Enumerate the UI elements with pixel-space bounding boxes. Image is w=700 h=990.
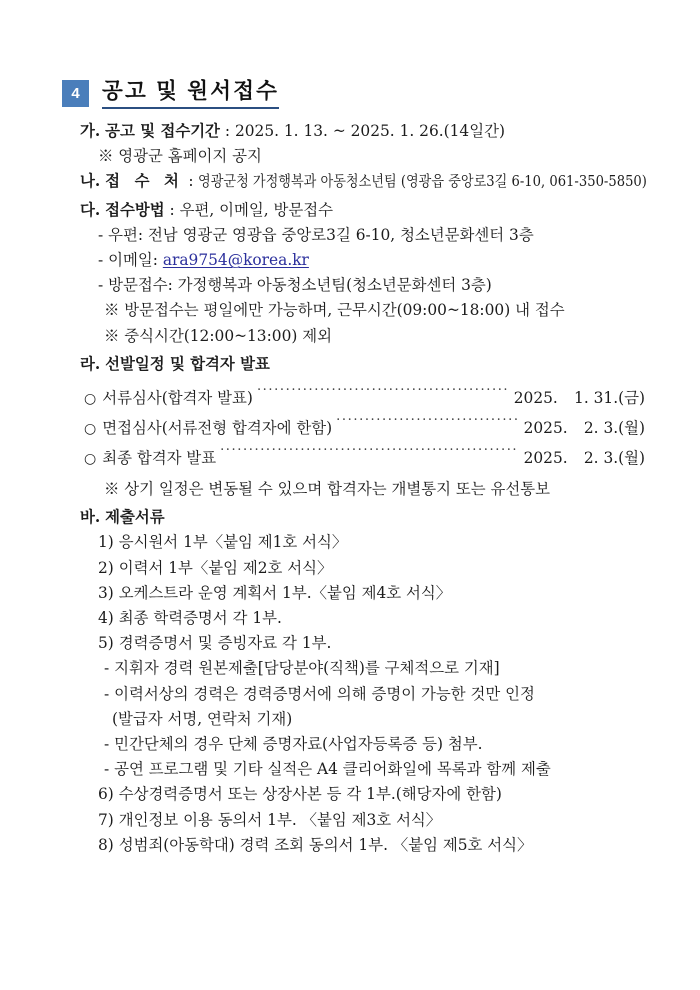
schedule-day: 3.(월) <box>603 449 645 468</box>
list-item-text: 응시원서 1부〈붙임 제1호 서식〉 <box>118 533 348 552</box>
item-da-marker: 다. <box>80 200 101 219</box>
schedule-row-label: 최종 합격자 발표 <box>102 449 217 468</box>
item-ga-label: 공고 및 접수기간 <box>105 122 220 140</box>
schedule-row <box>84 444 645 474</box>
item-da-value: 우편, 이메일, 방문접수 <box>179 200 334 219</box>
item-na-value: 영광군청 가정행복과 아동청소년팀 (영광읍 중앙로3길 6-10, 061-350-5850) <box>198 173 648 191</box>
schedule-row-date <box>524 444 645 473</box>
list-item-number: 5) <box>98 634 114 653</box>
schedule-row-label: 서류심사(합격자 발표) <box>102 389 253 408</box>
bullet-circle-icon: ○ <box>84 421 97 438</box>
sub-list-item <box>104 757 645 782</box>
schedule-month: 1. <box>574 389 589 408</box>
schedule-row <box>84 384 645 414</box>
dot-leader <box>336 418 516 433</box>
schedule-row <box>84 414 645 444</box>
schedule-year: 2025. <box>523 419 568 438</box>
sub-list-item-continuation: (발급자 서명, 연락처 기재) <box>112 709 293 728</box>
list-item-text: 오케스트라 운영 계획서 1부.〈붙임 제4호 서식〉 <box>118 583 452 602</box>
list-item <box>98 808 645 833</box>
dash-marker: - <box>104 760 110 779</box>
item-ga-marker: 가. <box>80 122 101 140</box>
list-item-text: 개인정보 이용 동의서 1부. 〈붙임 제3호 서식〉 <box>118 810 442 829</box>
schedule-year: 2025. <box>513 389 558 408</box>
list-item-number: 4) <box>98 609 114 628</box>
item-ra-label: 선발일정 및 합격자 발표 <box>105 354 270 373</box>
item-na-label: 접 수 처 <box>105 172 184 191</box>
list-item-text: 경력증명서 및 증빙자료 각 1부. <box>118 634 332 653</box>
sub-list-item-text: 공연 프로그램 및 기타 실적은 A4 클리어화일에 목록과 함께 제출 <box>114 760 551 779</box>
dash-marker: - <box>98 225 104 244</box>
list-item <box>98 530 645 555</box>
item-da-sub-visit-prefix: 방문접수: <box>108 276 173 295</box>
schedule-day: 3.(월) <box>603 419 645 438</box>
item-ba-label: 제출서류 <box>105 508 165 527</box>
item-na-separator: : <box>188 172 194 191</box>
list-item <box>98 581 645 606</box>
section-number-badge: 4 <box>62 80 89 107</box>
item-da-label: 접수방법 <box>105 200 165 219</box>
item-da-sub-visit-text: 가정행복과 아동청소년팀(청소년문화센터 3층) <box>177 276 492 295</box>
item-da-sub-email-prefix: 이메일: <box>108 251 158 270</box>
dash-marker: - <box>104 735 110 754</box>
section-title-underline <box>102 78 279 109</box>
bullet-circle-icon: ○ <box>84 391 97 408</box>
list-item-number: 1) <box>98 533 114 552</box>
dot-leader <box>220 448 516 463</box>
sub-list-item-text: 민간단체의 경우 단체 증명자료(사업자등록증 등) 첨부. <box>114 735 483 754</box>
list-item <box>98 556 645 581</box>
dash-marker: - <box>104 684 110 703</box>
item-da-sub-visit <box>98 273 645 298</box>
dash-marker: - <box>104 659 110 678</box>
item-da-sub-post-prefix: 우편: <box>108 225 144 244</box>
dash-marker: - <box>98 251 104 270</box>
page-title: 공고 및 원서접수 <box>102 79 280 103</box>
list-item <box>98 782 645 807</box>
list-item <box>98 631 645 656</box>
item-ra-note: ※ 상기 일정은 변동될 수 있으며 합격자는 개별통지 또는 유선통보 <box>104 480 550 499</box>
list-item-text: 이력서 1부〈붙임 제2호 서식〉 <box>118 558 333 577</box>
list-item-text: 수상경력증명서 또는 상장사본 등 각 1부.(해당자에 한함) <box>118 785 502 804</box>
schedule-month: 2. <box>583 419 599 438</box>
item-da-sub-post <box>98 223 645 248</box>
sub-list-item <box>104 732 645 757</box>
schedule-list <box>62 384 645 474</box>
schedule-day: 31.(금) <box>593 389 645 408</box>
item-ga-value: 2025. 1. 13. ~ 2025. 1. 26.(14일간) <box>234 122 505 140</box>
item-ga-note: ※ 영광군 홈페이지 공지 <box>98 147 262 166</box>
schedule-row-label: 면접심사(서류전형 합격자에 한함) <box>102 419 333 438</box>
sub-list-item-text: 이력서상의 경력은 경력증명서에 의해 증명이 가능한 것만 인정 <box>114 684 535 703</box>
section-heading <box>62 78 645 112</box>
bullet-circle-icon: ○ <box>84 451 97 468</box>
schedule-row-date <box>514 384 645 413</box>
item-na <box>80 169 648 194</box>
item-ba <box>80 505 645 530</box>
item-ra-marker: 라. <box>80 354 101 373</box>
item-da <box>80 198 645 223</box>
item-da-note-1: ※ 방문접수는 평일에만 가능하며, 근무시간(09:00~18:00) 내 접수 <box>104 301 565 320</box>
list-item <box>98 833 645 858</box>
list-item-text: 최종 학력증명서 각 1부. <box>118 609 282 628</box>
sub-list-item-text: 지휘자 경력 원본제출[담당분야(직책)를 구체적으로 기재] <box>114 659 500 678</box>
list-item-number: 3) <box>98 583 114 602</box>
item-ga-separator: : <box>224 122 231 140</box>
email-link[interactable]: ara9754@korea.kr <box>162 251 309 270</box>
item-da-separator: : <box>169 200 175 219</box>
dot-leader <box>257 388 507 403</box>
schedule-year: 2025. <box>523 449 568 468</box>
list-item <box>98 606 645 631</box>
sub-list-item <box>104 682 645 707</box>
list-item-number: 8) <box>98 835 114 854</box>
item-ra <box>80 352 645 377</box>
list-item-number: 7) <box>98 810 114 829</box>
item-da-note-2: ※ 중식시간(12:00~13:00) 제외 <box>104 326 332 345</box>
list-item-number: 6) <box>98 785 114 804</box>
list-item-number: 2) <box>98 558 114 577</box>
sub-list-item <box>104 656 645 681</box>
list-item-text: 성범죄(아동학대) 경력 조회 동의서 1부. 〈붙임 제5호 서식〉 <box>118 835 533 854</box>
item-ba-marker: 바. <box>80 508 101 527</box>
item-da-sub-email <box>98 248 645 273</box>
dash-marker: - <box>98 276 104 295</box>
schedule-month: 2. <box>583 449 599 468</box>
item-ga <box>80 119 645 144</box>
item-na-marker: 나. <box>80 172 101 191</box>
item-da-sub-post-text: 전남 영광군 영광읍 중앙로3길 6-10, 청소년문화센터 3층 <box>147 225 534 244</box>
schedule-row-date <box>524 414 645 443</box>
